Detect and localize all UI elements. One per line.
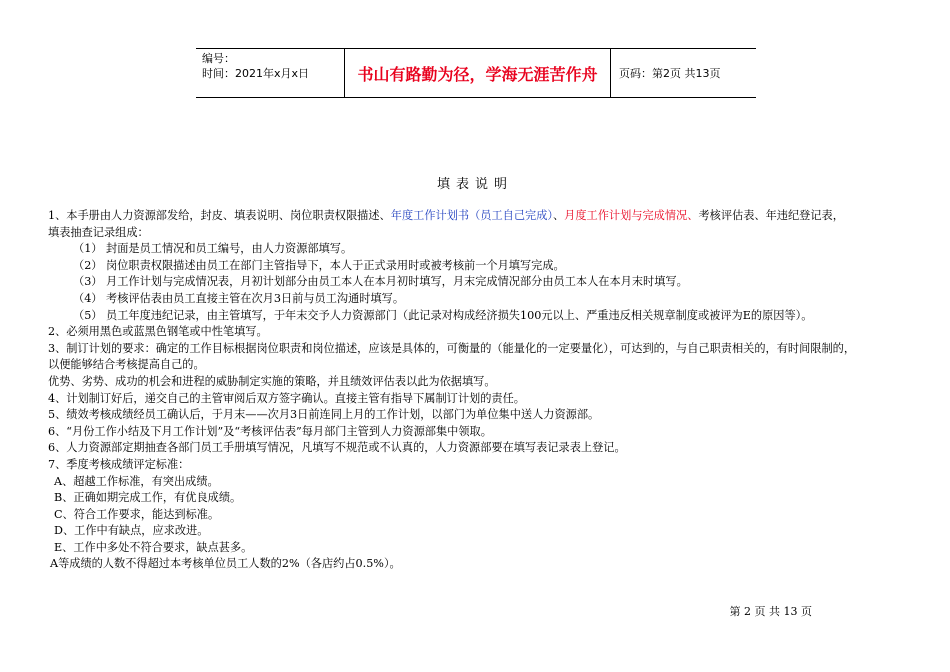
header-meta [196,49,345,97]
instruction-line: 5、绩效考核成绩经员工确认后，于月末——次月3日前连同上月的工作计划，以部门为单位集中送人力资源部。 [48,408,600,422]
instruction-line: 7、季度考核成绩评定标准： [48,457,190,471]
sub-item: （5） 员工年度违纪记录，由主管填写，于年末交予人力资源部门（此记录对构成经济损失100元以上、严重违反相关规章制度或被评为E的原因等）。 [73,308,813,322]
number-label: 编号： [202,52,235,65]
instruction-line: 3、制订计划的要求：确定的工作目标根据岗位职责和岗位描述，应该是具体的，可衡量的（能量化的一定要量化），可达到的，与自己职责相关的，有时间限制的， [48,341,856,355]
sub-item: （4） 考核评估表由员工直接主管在次月3日前与员工沟通时填写。 [73,291,405,305]
instruction-line: 4、计划制订好后，递交自己的主管审阅后双方签字确认。直接主管有指导下属制订计划的责任。 [48,391,525,405]
header-motto: 书山有路勤为径，学海无涯苦作舟 [345,49,611,97]
page-header [196,48,756,98]
grade-item: E、工作中多处不符合要求，缺点甚多。 [54,540,253,554]
instruction-line: 2、必须用黑色或蓝黑色钢笔或中性笔填写。 [48,325,268,339]
item-1-separator: 、 [552,209,565,222]
item-1 [48,208,918,225]
grade-item: D、工作中有缺点，应求改进。 [54,524,209,538]
instructions-body [48,208,918,573]
header-page-code: 页码：第2页 共13页 [619,67,721,80]
grade-item: B、正确如期完成工作，有优良成绩。 [54,491,242,505]
item-1-blue-text: 年度工作计划书（员工自己完成） [390,209,553,222]
sub-item: （1） 封面是员工情况和员工编号，由人力资源部填写。 [73,242,353,256]
grade-limit-note: A等成绩的人数不得超过本考核单位员工人数的2%（各店约占0.5%）。 [50,557,401,571]
item-1-red-text: 月度工作计划与完成情况、 [564,209,699,222]
instruction-line: 以便能够结合考核提高自己的。 [48,358,205,372]
page-footer: 第 2 页 共 13 页 [729,605,812,618]
time-label: 时间：2021年x月x日 [202,67,310,80]
instruction-line: 6、人力资源部定期抽查各部门员工手册填写情况，凡填写不规范或不认真的，人力资源部要在填写表记录表上登记。 [48,441,626,455]
instruction-line: 优势、劣势、成功的机会和进程的威胁制定实施的策略，并且绩效评估表以此为依据填写。 [48,374,496,388]
item-1-continuation: 填表抽查记录组成： [48,225,149,239]
grade-item: C、符合工作要求，能达到标准。 [54,507,220,521]
item-1-prefix: 1、本手册由人力资源部发给，封皮、填表说明、岗位职责权限描述、 [48,209,391,222]
sub-item: （3） 月工作计划与完成情况表，月初计划部分由员工本人在本月初时填写，月末完成情况部分由员工本人在本月末时填写。 [73,275,688,289]
grade-item: A、超越工作标准，有突出成绩。 [54,474,219,488]
item-1-suffix: 考核评估表、年违纪登记表， [698,209,844,222]
instruction-line: 6、“月份工作小结及下月工作计划”及“考核评估表”每月部门主管到人力资源部集中领取。 [48,424,492,438]
sub-item: （2） 岗位职责权限描述由员工在部门主管指导下，本人于正式录用时或被考核前一个月填写完成。 [73,258,565,272]
page-title: 填表说明 [436,177,513,192]
